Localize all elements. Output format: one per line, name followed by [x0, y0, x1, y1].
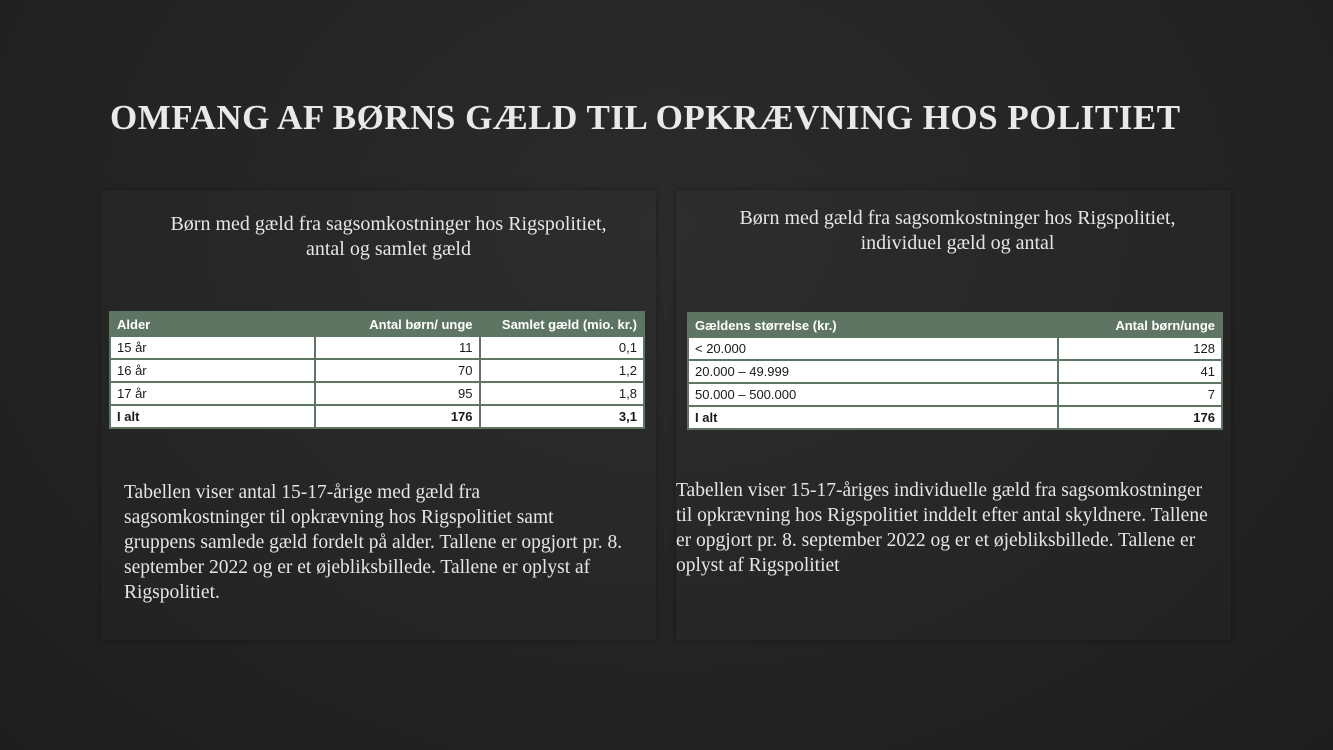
- cell-count: 41: [1059, 361, 1221, 382]
- table-row: [111, 337, 643, 358]
- table-row: [689, 338, 1221, 359]
- age-debt-table: [109, 311, 645, 429]
- header-age: Alder: [111, 313, 314, 335]
- right-description: Tabellen viser 15-17-åriges individuelle gæld fra sagsomkostninger til opkrævning hos Rigspolitiet inddelt efter antal skyldnere. Tallene er opgjort pr. 8. september 2022 og er et øjebliksbillede. Tallene er oplyst af Rigspolitiet: [676, 480, 1208, 576]
- cell-age: 15 år: [111, 337, 314, 358]
- cell-count: 95: [316, 383, 478, 404]
- right-caption-line-1: Børn med gæld fra sagsomkostninger hos Rigspolitiet,: [739, 207, 1176, 229]
- cell-debt: 3,1: [481, 406, 643, 427]
- table-total-row: [689, 407, 1221, 428]
- table-row: [111, 360, 643, 381]
- cell-age: 17 år: [111, 383, 314, 404]
- cell-debt-size: 50.000 – 500.000: [689, 384, 1057, 405]
- left-table-caption: [111, 212, 666, 262]
- table-header-row: [689, 314, 1221, 336]
- cell-debt: 1,8: [481, 383, 643, 404]
- cell-count: 176: [316, 406, 478, 427]
- cell-debt-size: 20.000 – 49.999: [689, 361, 1057, 382]
- table-row: [689, 361, 1221, 382]
- debt-size-table: [687, 312, 1223, 430]
- right-table-caption: [680, 206, 1235, 256]
- table-row: [111, 383, 643, 404]
- cell-debt-size: < 20.000: [689, 338, 1057, 359]
- cell-count: 176: [1059, 407, 1221, 428]
- cell-count: 11: [316, 337, 478, 358]
- table-header-row: [111, 313, 643, 335]
- left-caption-line-2: antal og samlet gæld: [306, 238, 471, 260]
- cell-count: 70: [316, 360, 478, 381]
- header-debt-size: Gældens størrelse (kr.): [689, 314, 1057, 336]
- cell-debt: 1,2: [481, 360, 643, 381]
- table-total-row: [111, 406, 643, 427]
- cell-debt-size: I alt: [689, 407, 1057, 428]
- cell-debt: 0,1: [481, 337, 643, 358]
- header-count: Antal børn/ unge: [316, 313, 478, 335]
- slide-title: OMFANG AF BØRNS GÆLD TIL OPKRÆVNING HOS POLITIET: [110, 98, 1181, 137]
- cell-age: 16 år: [111, 360, 314, 381]
- table-row: [689, 384, 1221, 405]
- cell-count: 7: [1059, 384, 1221, 405]
- right-caption-line-2: individuel gæld og antal: [860, 232, 1055, 254]
- cell-age: I alt: [111, 406, 314, 427]
- header-count: Antal børn/unge: [1059, 314, 1221, 336]
- cell-count: 128: [1059, 338, 1221, 359]
- header-total-debt: Samlet gæld (mio. kr.): [481, 313, 643, 335]
- left-description: Tabellen viser antal 15-17-årige med gæld fra sagsomkostninger til opkrævning hos Rigspolitiet samt gruppens samlede gæld fordelt på alder. Tallene er opgjort pr. 8. september 2022 og er et øjebliksbillede. Tallene er oplyst af Rigspolitiet.: [124, 482, 623, 603]
- left-caption-line-1: Børn med gæld fra sagsomkostninger hos Rigspolitiet,: [170, 213, 607, 235]
